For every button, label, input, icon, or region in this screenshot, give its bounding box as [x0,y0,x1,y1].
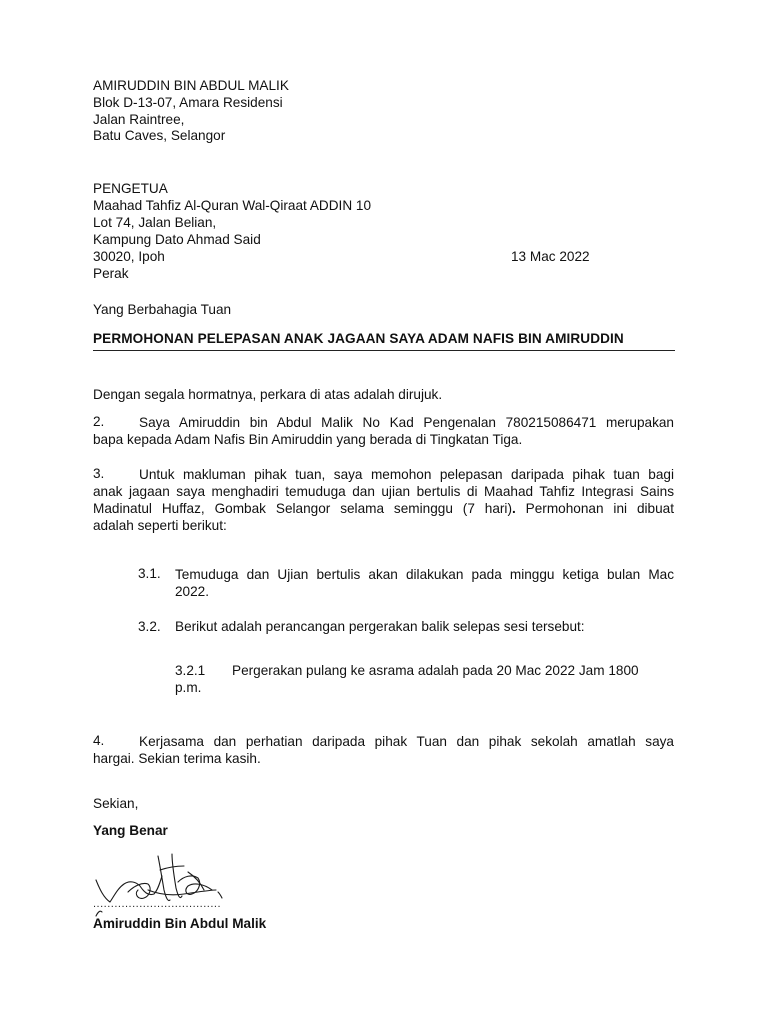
paragraph-3-number: 3. [93,466,105,481]
paragraph-3-line-1: Untuk makluman pihak tuan, saya memohon pelepasan daripada pihak tuan bagi [139,467,674,482]
item-3-1 [175,566,674,600]
item-3-2-1-line-1: Pergerakan pulang ke asrama adalah pada 20 Mac 2022 Jam 1800 [232,663,639,678]
item-3-2-text: Berikut adalah perancangan pergerakan balik selepas sesi tersebut: [175,619,585,634]
item-3-1-line-1: Temuduga dan Ujian bertulis akan dilakukan pada minggu ketiga bulan Mac [175,567,674,582]
item-3-2-1-line-2: p.m. [175,680,202,695]
signature-line: .................................... [93,898,222,910]
paragraph-3-line-2: anak jagaan saya menghadiri temuduga dan ujian bertulis di Maahad Tahfiz Integrasi Sains [93,484,674,499]
recipient-line-3: Kampung Dato Ahmad Said [93,232,261,247]
paragraph-3-line-3a: Madinatul Huffaz, Gombak Selangor selama seminggu (7 hari) [93,501,512,516]
paragraph-3-line-3b: . [511,501,516,516]
closing: Sekian, [93,796,139,811]
salutation: Yang Berbahagia Tuan [93,302,232,317]
item-3-1-line-2: 2022. [175,584,210,599]
item-3-1-number: 3.1. [138,566,161,581]
item-3-2-1-number: 3.2.1 [175,663,206,678]
paragraph-4-line-1: Kerjasama dan perhatian daripada pihak Tuan dan pihak sekolah amatlah saya [139,734,674,749]
paragraph-4-line-2: hargai. Sekian terima kasih. [93,751,261,766]
closing-yang-benar: Yang Benar [93,823,168,838]
paragraph-4 [93,733,674,767]
sender-address-line-1: Blok D-13-07, Amara Residensi [93,95,283,110]
paragraph-2 [93,414,674,448]
signatory-name: Amiruddin Bin Abdul Malik [93,916,267,931]
item-3-2-number: 3.2. [138,619,161,634]
paragraph-4-number: 4. [93,733,105,748]
paragraph-3-line-4: adalah seperti berikut: [93,518,227,533]
opening-sentence: Dengan segala hormatnya, perkara di atas adalah dirujuk. [93,387,443,402]
paragraph-2-line-1: Saya Amiruddin bin Abdul Malik No Kad Pengenalan 780215086471 merupakan [139,415,674,430]
letter-date: 13 Mac 2022 [511,249,590,264]
recipient-line-1: Maahad Tahfiz Al-Quran Wal-Qiraat ADDIN 10 [93,198,372,213]
paragraph-2-line-2: bapa kepada Adam Nafis Bin Amiruddin yang berada di Tingkatan Tiga. [93,432,523,447]
subject-line: PERMOHONAN PELEPASAN ANAK JAGAAN SAYA ADAM NAFIS BIN AMIRUDDIN [93,331,675,351]
sender-address-line-3: Batu Caves, Selangor [93,128,226,143]
recipient-line-2: Lot 74, Jalan Belian, [93,215,217,230]
recipient-line-4: 30020, Ipoh [93,249,165,264]
paragraph-3-line-3 [93,500,674,517]
paragraph-3-line-3c: Permohonan ini dibuat [515,501,674,516]
recipient-line-5: Perak [93,266,129,281]
recipient-title: PENGETUA [93,181,168,196]
paragraph-2-number: 2. [93,414,105,429]
sender-name: AMIRUDDIN BIN ABDUL MALIK [93,78,289,93]
sender-address-line-2: Jalan Raintree, [93,112,185,127]
paragraph-3 [93,466,674,534]
